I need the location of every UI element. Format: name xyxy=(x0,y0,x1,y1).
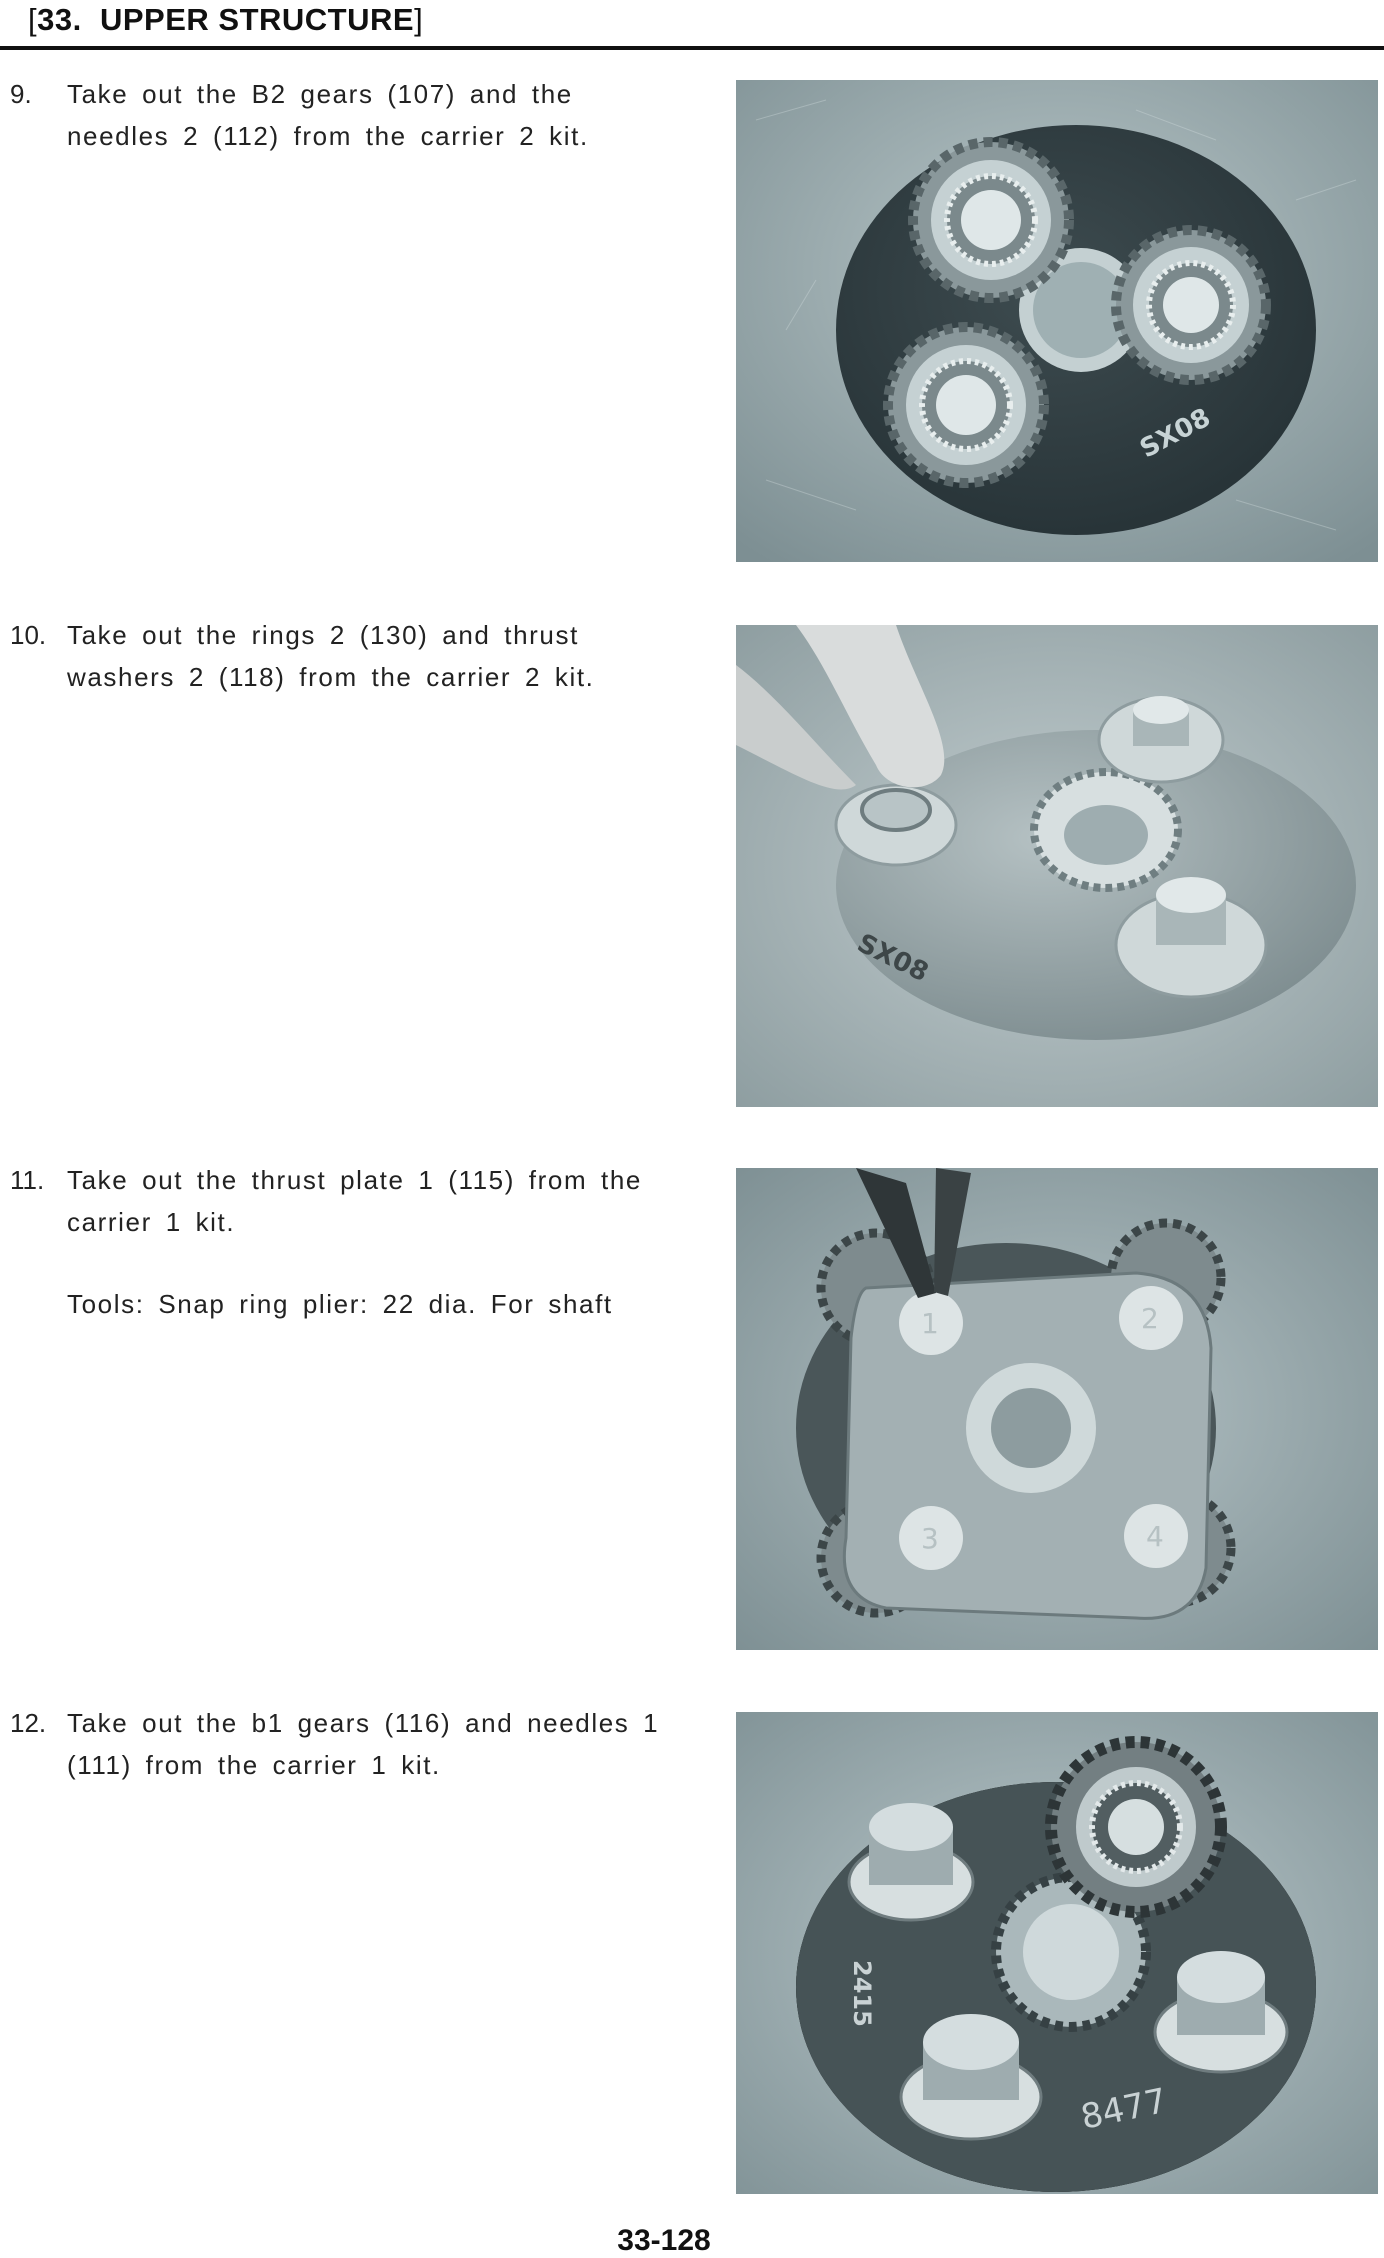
step-number: 12. xyxy=(10,1708,47,1738)
photo-marking: 2 xyxy=(1141,1302,1159,1335)
step-tools: Tools: Snap ring plier: 22 dia. For shaft xyxy=(67,1289,613,1319)
photo-step-9-carrier-2-gears xyxy=(736,80,1378,562)
carrier-2-washers-illustration xyxy=(736,625,1378,1107)
section-title: UPPER STRUCTURE xyxy=(99,2,415,37)
photo-marking: 3 xyxy=(921,1522,939,1555)
step-text-line: Take out the b1 gears (116) and needles 1 xyxy=(67,1708,660,1738)
photo-step-11-thrust-plate xyxy=(736,1168,1378,1650)
step-number: 11. xyxy=(10,1165,45,1195)
step-text-line: needles 2 (112) from the carrier 2 kit. xyxy=(67,121,589,151)
step-number: 9. xyxy=(10,79,32,109)
photo-marking: 1 xyxy=(921,1307,939,1340)
section-number: 33. xyxy=(37,2,82,37)
photo-marking: SX08 xyxy=(1135,402,1216,465)
step-text-line: carrier 1 kit. xyxy=(67,1207,236,1237)
photo-step-10-carrier-2-washers xyxy=(736,625,1378,1107)
thrust-plate-illustration xyxy=(736,1168,1378,1650)
step-text-line: Take out the thrust plate 1 (115) from the xyxy=(67,1165,642,1195)
section-header: [33. UPPER STRUCTURE] xyxy=(28,2,424,37)
photo-marking: SX08 xyxy=(852,928,933,989)
step-text-line: (111) from the carrier 1 kit. xyxy=(67,1750,441,1780)
step-text-line: Take out the B2 gears (107) and the xyxy=(67,79,573,109)
step-text-line: washers 2 (118) from the carrier 2 kit. xyxy=(67,662,595,692)
photo-marking: 4 xyxy=(1146,1520,1164,1553)
photo-marking: 8477 xyxy=(1077,2080,1171,2138)
photo-marking: 2415 xyxy=(848,1960,876,2027)
step-text-line: Take out the rings 2 (130) and thrust xyxy=(67,620,579,650)
carrier-2-gears-illustration xyxy=(736,80,1378,562)
page-number: 33-128 xyxy=(617,2224,711,2257)
header-rule xyxy=(0,46,1384,50)
carrier-1-gears-illustration xyxy=(736,1712,1378,2194)
photo-step-12-carrier-1-gears xyxy=(736,1712,1378,2194)
step-number: 10. xyxy=(10,620,47,650)
